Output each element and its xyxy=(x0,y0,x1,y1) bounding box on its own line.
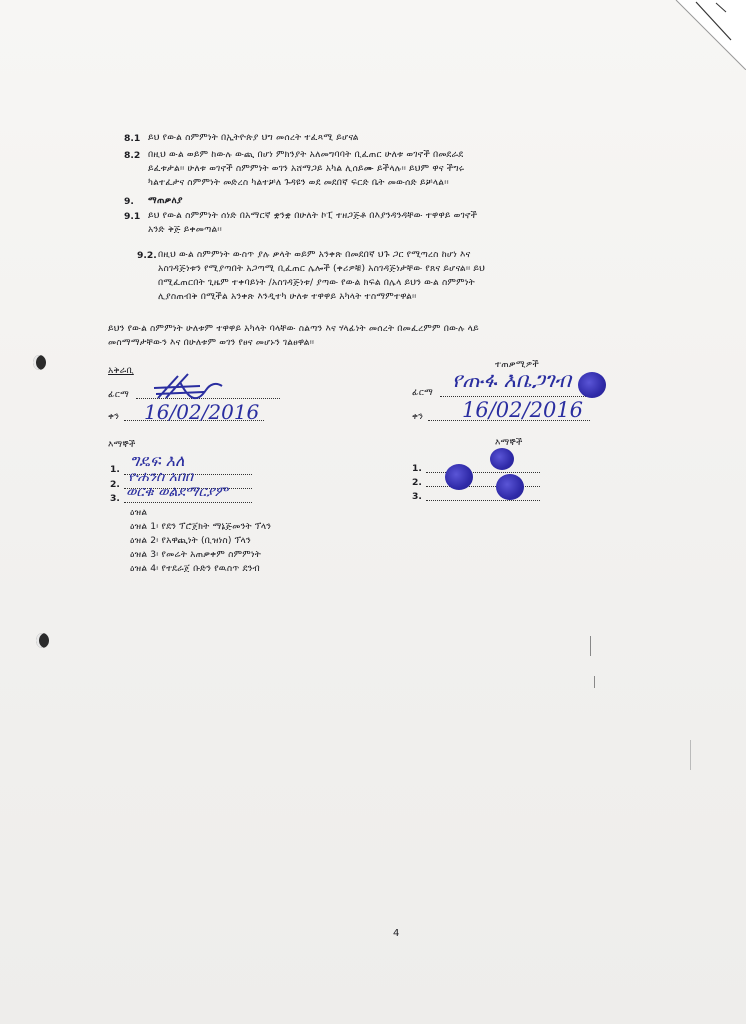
attachment-1: ዕዝል 1፡ የደን ፕሮጀክት ማኔጅመንት ፕላን xyxy=(130,521,272,532)
right-witness-line-3 xyxy=(426,500,540,501)
left-date-label: ቀን xyxy=(108,411,120,422)
right-party-title: ተጠቃሚዎች xyxy=(495,359,539,370)
clause-9-2-line-1: በዚህ ውል ስምምነት ውስጥ ያሉ ቃላት ወይም አንቀጽ በመደበኛ ህጉ ጋር የሚጣረስ ከሆነ እና xyxy=(158,249,471,260)
right-date-label: ቀን xyxy=(412,411,424,422)
right-witness-stamp-1 xyxy=(490,448,514,470)
left-witness-1-number: 1. xyxy=(110,464,120,475)
clause-8-2-line-3: ካልተፈታና ስምምነት መድረስ ካልተቻለ ጉዳዩን ወደ መደበኛ ፍርድ ቤት መውሰድ ይቻላል፡፡ xyxy=(148,177,449,188)
clause-9-1-number: 9.1 xyxy=(124,211,141,222)
clause-8-1-number: 8.1 xyxy=(124,133,141,144)
closing-line-1: ይህን የውል ስምምነት ሁለቱም ተዋዋይ አካላት ባላቸው ስልጣን እና ሃላፊነት መሰረት በመፈረምም በውሉ ላይ xyxy=(108,323,479,334)
left-date-value: 16/02/2016 xyxy=(144,400,260,424)
right-witness-stamp-3 xyxy=(496,474,524,500)
right-date-value: 16/02/2016 xyxy=(462,398,584,422)
attachment-2: ዕዝል 2፡ የአዋጪነት (ቢዝነስ) ፕላን xyxy=(130,535,251,546)
left-witness-2-signature: ዮሐንስ አበበ xyxy=(128,469,193,485)
punch-hole-bottom xyxy=(36,633,49,648)
attachments-title: ዕዝል xyxy=(130,507,148,518)
left-signature-label: ፊርማ xyxy=(108,389,130,400)
margin-mark-2 xyxy=(594,676,595,688)
attachment-4: ዕዝል 4፡ የተደራጀ ቡድን የዉስጥ ደንብ xyxy=(130,563,260,574)
clause-8-2-number: 8.2 xyxy=(124,150,141,161)
punch-hole-top xyxy=(33,355,46,370)
right-signature-label: ፊርማ xyxy=(412,387,434,398)
clause-9-2-line-2: አስገዳጅነቱን የሚያጣበት አጋጣሚ ቢፈጠር ሌሎች (ቀሪዎቹ) አስገዳጅነታቸው የጸና ይሆናል፡፡ ይህ xyxy=(158,263,486,274)
left-witness-3-signature: ወርቁ ወልደማርያም xyxy=(126,484,228,500)
right-witness-line-1 xyxy=(426,472,540,473)
right-witness-stamp-2 xyxy=(445,464,473,490)
margin-mark-3 xyxy=(690,740,691,770)
folded-corner xyxy=(656,0,746,70)
attachment-3: ዕዝል 3፡ የመሬት አጠቃቀም ስምምነት xyxy=(130,549,262,560)
left-witness-2-number: 2. xyxy=(110,479,120,490)
page-number: 4 xyxy=(393,928,400,939)
clause-9-heading: ማጠቃለያ xyxy=(148,195,183,206)
right-witness-3-number: 3. xyxy=(412,491,422,502)
right-witness-1-number: 1. xyxy=(412,463,422,474)
clause-9-number: 9. xyxy=(124,196,134,207)
left-witness-line-3 xyxy=(124,502,252,503)
clause-9-2-line-4: ሊያስጠብቅ በሚችል አንቀጽ እንዲተካ ሁለቱ ተዋዋይ አካላት ተስማምተዋል፡፡ xyxy=(158,291,417,302)
clause-8-2-line-1: በዚህ ውል ወይም ከውሉ ውጪ በሆነ ምክንያት አለመግባባት ቢፈጠር ሁለቱ ወገኖች በመደራደ xyxy=(148,149,464,160)
clause-8-2-line-2: ይፈቱታል፡፡ ሁለቱ ወገኖች ስምምነት ወገን አሸማጋይ አካል ሊሰይሙ ይችላሉ፡፡ ይህም ዋና ችግሩ xyxy=(148,163,465,174)
left-witness-3-number: 3. xyxy=(110,493,120,504)
clause-9-2-number: 9.2. xyxy=(137,250,157,261)
clause-9-1-line-2: አንድ ቅጅ ይቀመጣል፡፡ xyxy=(148,224,222,235)
margin-mark-1 xyxy=(590,636,591,656)
right-signature-stamp xyxy=(578,372,606,398)
right-signature: የጡፋ እቤጋገብ xyxy=(452,368,572,392)
closing-line-2: መስማማታቸውን እና በሁለቱም ወገን የፀና መሆኑን ገልፀዋል፡፡ xyxy=(108,337,315,348)
left-witnesses-label: እማኞች xyxy=(108,439,136,450)
right-signature-line xyxy=(440,396,590,397)
right-witnesses-label: እማኞች xyxy=(495,437,523,448)
clause-8-1-text: ይህ የውል ስምምነት በኢትዮጵያ ህግ መሰረት ተፈጻሚ ይሆናል xyxy=(148,132,359,143)
clause-9-1-line-1: ይህ የውል ስምምነት ሰነድ በአማርኛ ቋንቋ በሁለት ኮፒ ተዘጋጅቶ በእያንዳንዳቸው ተዋዋይ ወገኖች xyxy=(148,210,478,221)
left-party-title: አቅራቢ xyxy=(108,365,134,376)
right-witness-2-number: 2. xyxy=(412,477,422,488)
clause-9-2-line-3: በሚፈጠርበት ጊዜም ተቀባይነት /አስገዳጅነቱ/ ያጣው የውል ክፍል በሌላ ይህን ውል ስምምነት xyxy=(158,277,475,288)
left-witness-1-signature: ግዴፍ እለ xyxy=(130,451,185,470)
